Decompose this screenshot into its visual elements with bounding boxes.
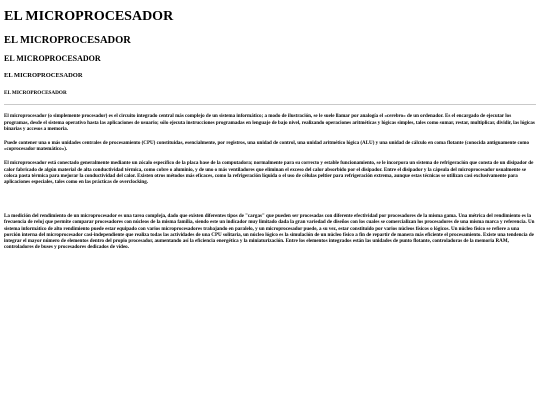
heading-level-2: EL MICROPROCESADOR: [4, 34, 131, 46]
horizontal-divider: [4, 104, 536, 105]
paragraph-cpu-units: Puede contener una o más unidades centrales de procesamiento (CPU) constituidas, esencialmente, por registros, una unidad de control, una unidad aritmético lógica (ALU) y una unidad de cálculo en coma flotante (conocida antiguamente como «coprocesador matemático»).: [4, 139, 530, 153]
paragraph-definition: El microprocesador (o simplemente procesador) es el circuito integrado central más complejo de un sistema informático; a modo de ilustración, se le suele llamar por analogía el «cerebro» de un ordenador. Es el encargado de ejecutar los programas, desde el sistema operativo hasta las aplicaciones de usuario; sólo ejecuta instrucciones programadas en lenguaje de bajo nivel, realizando operaciones aritméticas y lógicas simples, tales como sumar, restar, multiplicar, dividir, las lógicas binarias y accesos a memoria.: [4, 113, 535, 132]
heading-level-3: EL MICROPROCESADOR: [4, 53, 101, 63]
heading-level-4: EL MICROPROCESADOR: [4, 72, 83, 80]
heading-level-1: EL MICROPROCESADOR: [4, 9, 174, 24]
paragraph-performance: La medición del rendimiento de un microprocesador es una tarea compleja, dado que existen diferentes tipos de "cargas" que pueden ser procesadas con diferente efectividad por procesadores de la misma gama. Una métrica del rendimiento es la frecuencia de reloj que permite comparar procesadores con núcleos de la misma familia, siendo este un indicador muy limitado dada la gran variedad de diseños con los cuales se comercializan los procesadores de una misma marca y referencia. Un sistema informático de alto rendimiento puede estar equipado con varios microprocesadores trabajando en paralelo, y un microprocesador puede, a su vez, estar constituido por varios núcleos físicos o lógicos. Un núcleo físico se refiere a una porción interna del microprocesador casi-independiente que realiza todas las actividades de una CPU solitaria, un núcleo lógico es la simulación de un núcleo físico a fin de repartir de manera más eficiente el procesamiento. Existe una tendencia de integrar el mayor número de elementos dentro del propio procesador, aumentando así la eficiencia energética y la miniaturización. Entre los elementos integrados están las unidades de punto flotante, controladoras de la memoria RAM, controladores de buses y procesadores dedicados de vídeo.: [4, 213, 535, 251]
spacer: [4, 193, 536, 213]
heading-level-5: EL MICROPROCESADOR: [4, 89, 67, 96]
paragraph-cooling: El microprocesador está conectado generalmente mediante un zócalo específico de la placa base de la computadora; normalmente para su correcto y estable funcionamiento, se le incorpora un sistema de refrigeración que consta de un disipador de calor fabricado de algún material de alta conductividad térmica, como cobre o aluminio, y de uno o más ventiladores que eliminan el exceso del calor absorbido por el disipador. Entre el disipador y la cápsula del microprocesador usualmente se coloca pasta térmica para mejorar la conductividad del calor. Existen otros métodos más eficaces, como la refrigeración líquida o el uso de células peltier para refrigeración extrema, aunque estas técnicas se utilizan casi exclusivamente para aplicaciones especiales, tales como en las prácticas de overclocking.: [4, 160, 534, 185]
